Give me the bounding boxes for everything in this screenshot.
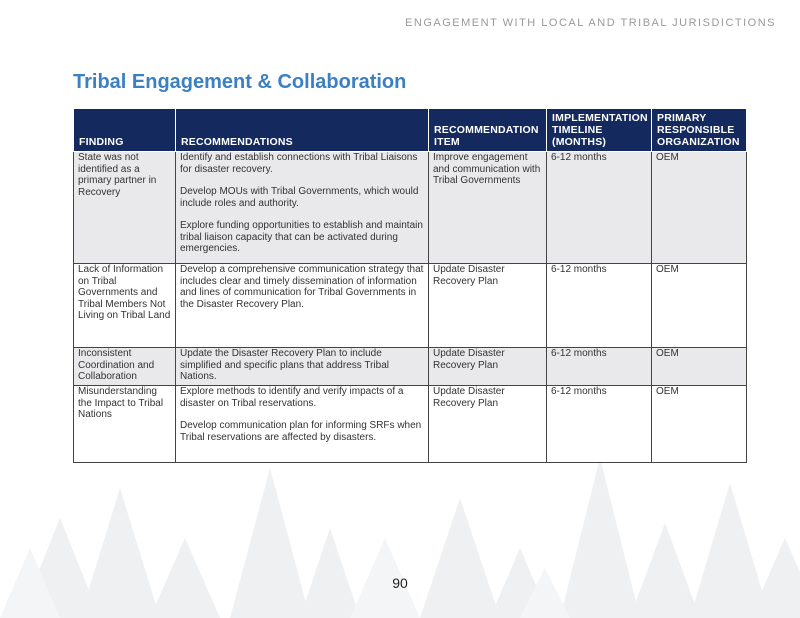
item-cell: Improve engagement and communication with Tribal Governments <box>429 152 547 264</box>
page-number: 90 <box>392 575 408 591</box>
timeline-cell: 6-12 months <box>547 264 652 348</box>
org-cell: OEM <box>652 348 747 386</box>
recommendation-text: Develop MOUs with Tribal Governments, which would include roles and authority. <box>180 186 419 209</box>
col-recommendation-item: RECOMMENDATION ITEM <box>429 109 547 152</box>
timeline-cell: 6-12 months <box>547 348 652 386</box>
finding-cell: Misunderstanding the Impact to Tribal Nations <box>74 386 176 463</box>
recommendation-text: Update the Disaster Recovery Plan to include simplified and specific plans that address Tribal Nations. <box>180 348 389 382</box>
org-cell: OEM <box>652 264 747 348</box>
table-row <box>74 386 747 463</box>
item-cell: Update Disaster Recovery Plan <box>429 264 547 348</box>
timeline-cell: 6-12 months <box>547 386 652 463</box>
timeline-cell: 6-12 months <box>547 152 652 264</box>
recommendation-text: Identify and establish connections with Tribal Liaisons for disaster recovery. <box>180 152 418 175</box>
recommendations-cell <box>176 264 429 348</box>
recommendation-text: Explore methods to identify and verify impacts of a disaster on Tribal reservations. <box>180 386 404 409</box>
org-cell: OEM <box>652 152 747 264</box>
recommendation-text: Explore funding opportunities to establish and maintain tribal liaison capacity that can be activated during emergencies. <box>180 220 423 254</box>
item-cell: Update Disaster Recovery Plan <box>429 386 547 463</box>
table-row <box>74 264 747 348</box>
recommendations-cell <box>176 386 429 463</box>
item-cell: Update Disaster Recovery Plan <box>429 348 547 386</box>
table-header-row <box>74 109 747 152</box>
recommendations-cell <box>176 348 429 386</box>
finding-cell: Lack of Information on Tribal Governments and Tribal Members Not Living on Tribal Land <box>74 264 176 348</box>
col-organization: PRIMARY RESPONSIBLE ORGANIZATION <box>652 109 747 152</box>
recommendation-text: Develop a comprehensive communication strategy that includes clear and timely dissemination of information and lines of communication for Tribal Governments in the Disaster Recovery Plan. <box>180 264 424 310</box>
finding-cell: State was not identified as a primary partner in Recovery <box>74 152 176 264</box>
page-title: Tribal Engagement & Collaboration <box>73 71 407 93</box>
recommendations-cell <box>176 152 429 264</box>
section-header: ENGAGEMENT WITH LOCAL AND TRIBAL JURISDICTIONS <box>405 17 776 29</box>
col-recommendations: RECOMMENDATIONS <box>176 109 429 152</box>
table-row <box>74 152 747 264</box>
col-finding: FINDING <box>74 109 176 152</box>
finding-cell: Inconsistent Coordination and Collaboration <box>74 348 176 386</box>
col-timeline: IMPLEMENTATION TIMELINE (MONTHS) <box>547 109 652 152</box>
table-row <box>74 348 747 386</box>
org-cell: OEM <box>652 386 747 463</box>
findings-table <box>73 108 747 463</box>
recommendation-text: Develop communication plan for informing SRFs when Tribal reservations are affected by disasters. <box>180 420 422 443</box>
